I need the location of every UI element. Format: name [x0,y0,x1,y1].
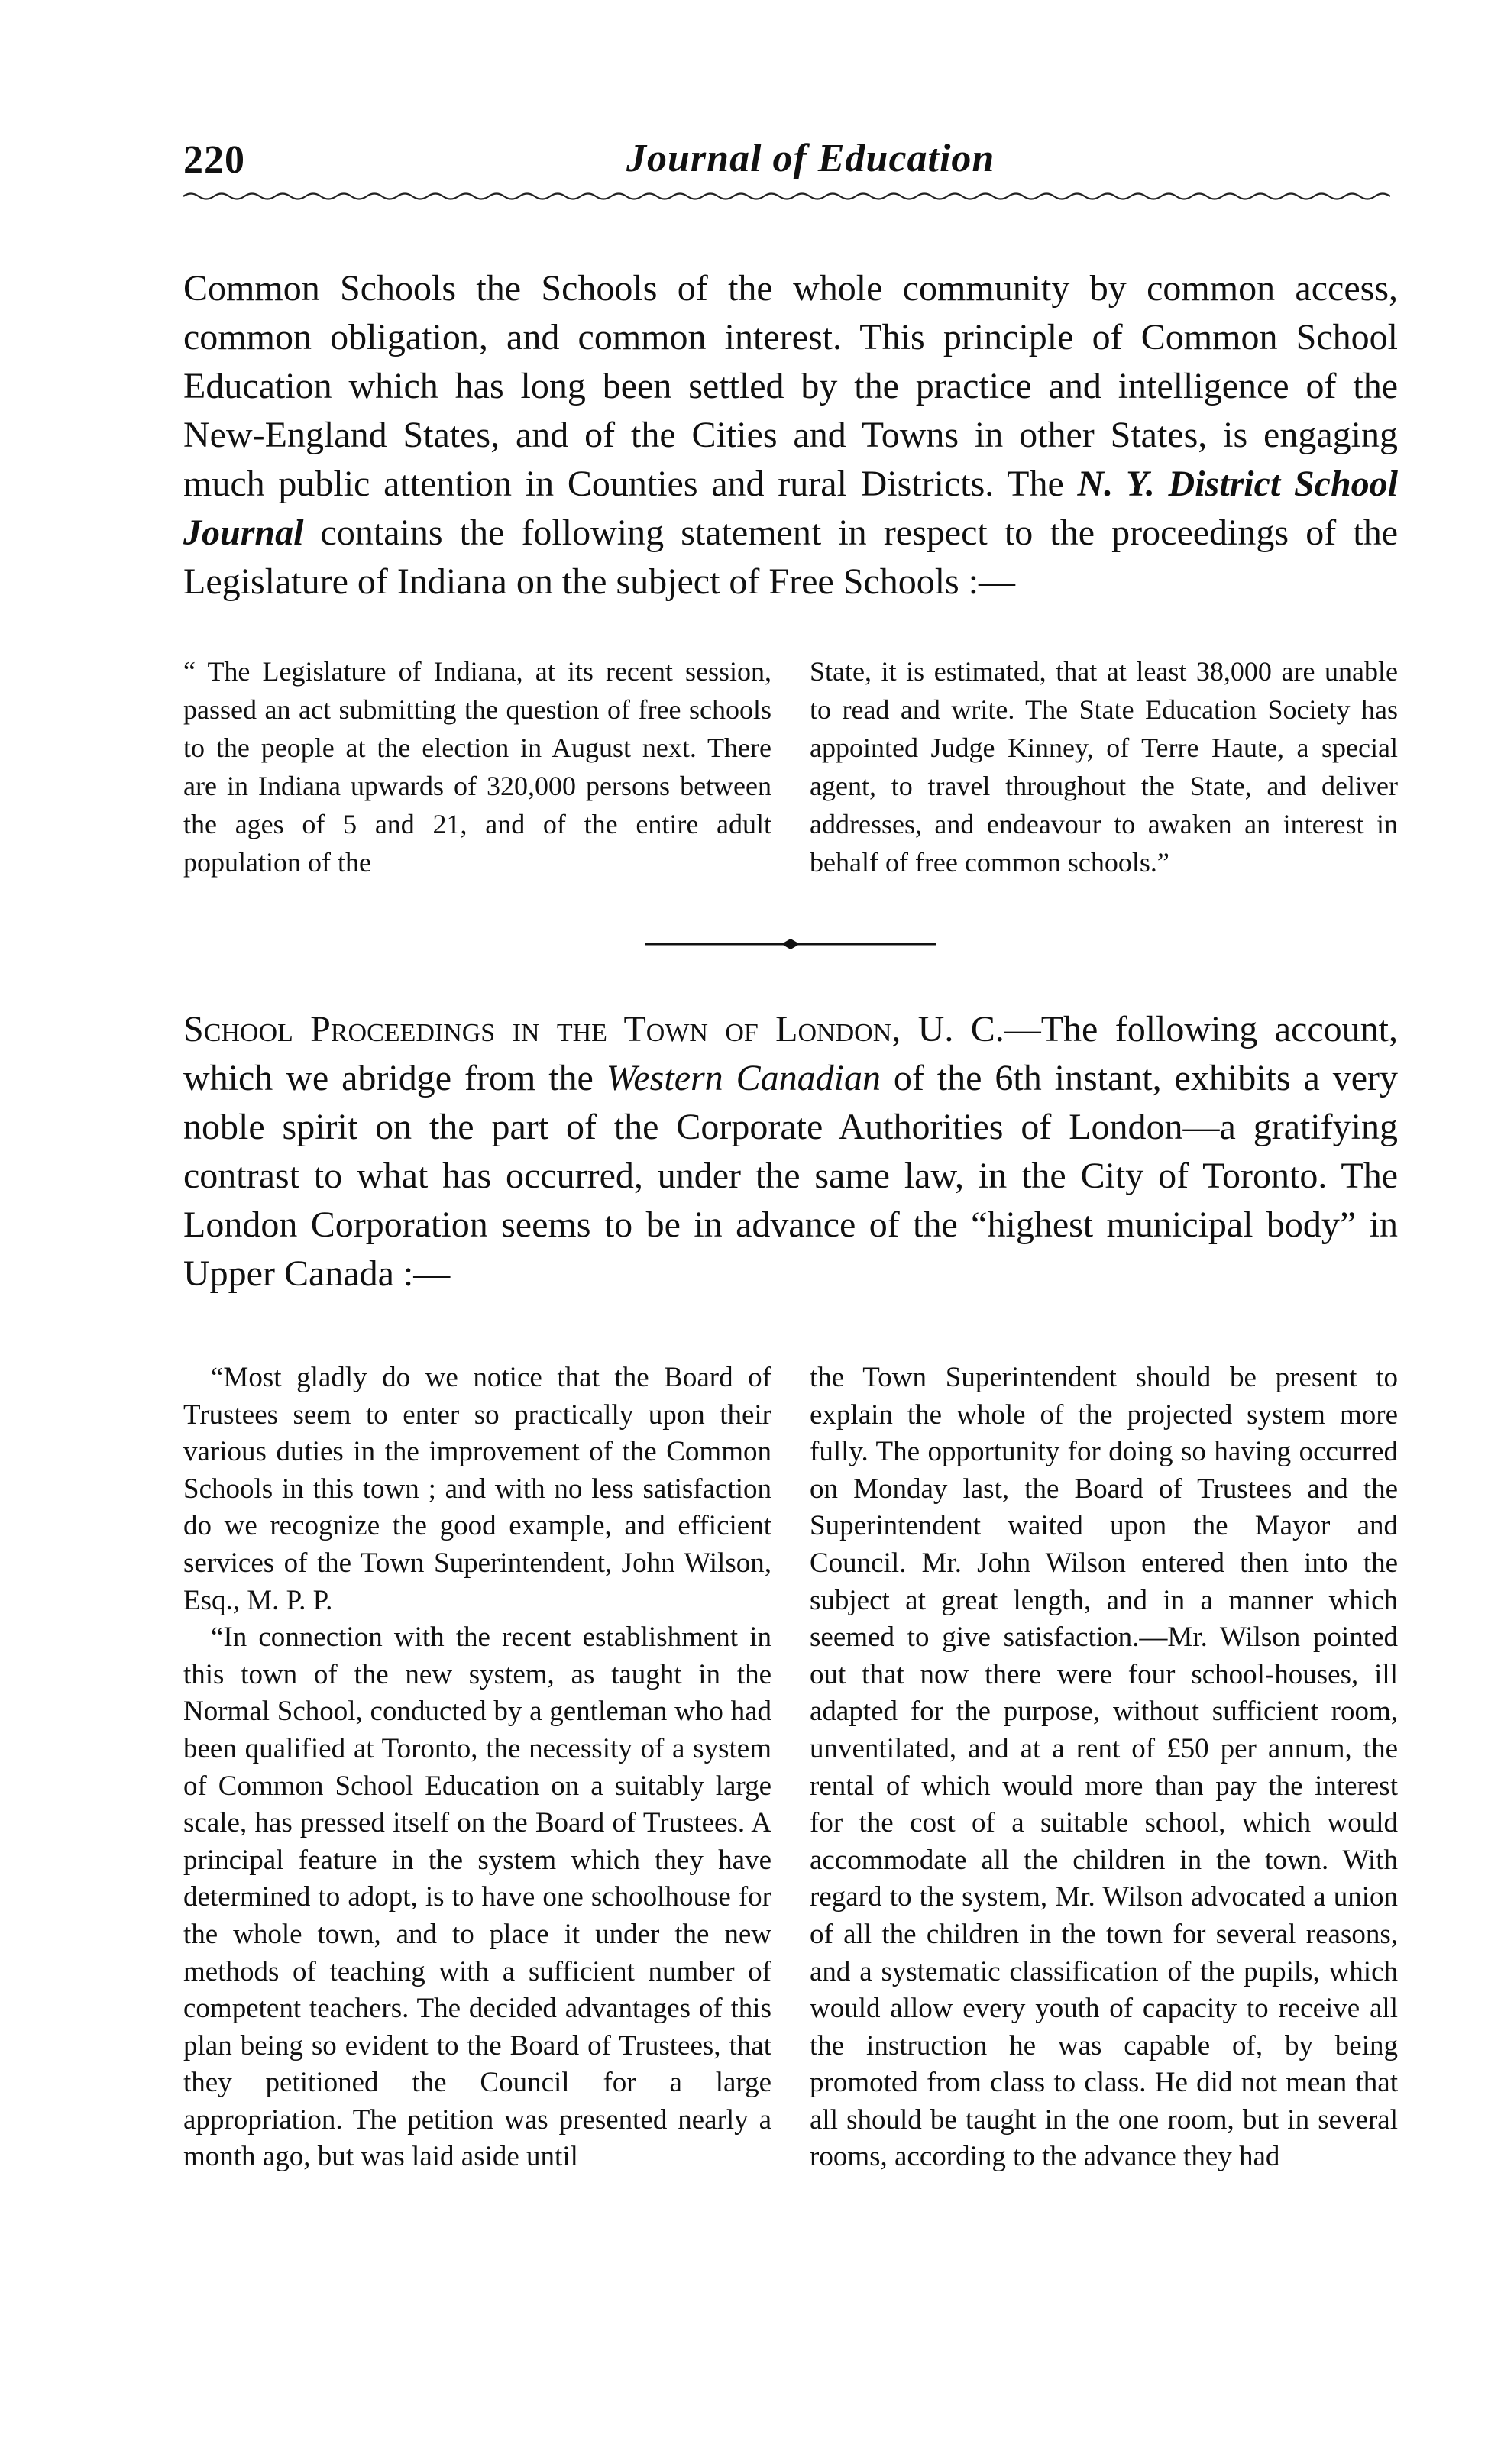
intro-publication: N. Y. District School Journal [183,464,1398,553]
london-paragraph [183,1005,1398,1298]
london-publication: Western Canadian [606,1058,881,1098]
journal-page [183,107,1398,2176]
indiana-quote-right: State, it is estimated, that at least 38,000 are unable to read and write. The State Education Society has appointed Judge Kinney, of Terre Haute, a special agent, to travel throughout the State, and deliver addresses, and endeavour to awaken an interest in behalf of free common schools.” [810,656,1398,878]
page-number: 220 [183,138,245,182]
running-title: Journal of Education [626,137,995,180]
article-paragraph: “Most gladly do we notice that the Board of Trustees seem to enter so practically upon their various duties in the improvement of the Common Schools in this town ; and with no less satisfaction do we recognize the good example, and efficient services of the Town Superintendent, John Wilson, Esq., M. P. P. [183,1362,771,1616]
intro-text-after: contains the following statement in respect to the proceedings of the Legislature of Indiana on the subject of Free Schools :— [183,513,1398,602]
article-paragraph: “In connection with the recent establishment in this town of the new system, as taught in the Normal School, conducted by a gentleman who had been qualified at Toronto, the necessity of a system of Common School Education on a suitably large scale, has pressed itself on the Board of Trustees. A principal feature in the system which they have determined to adopt, is to have one schoolhouse for the whole town, and to place it under the new methods of teaching with a sufficient number of competent teachers. The decided advantages of this plan being so evident to the Board of Trustees, that they petitioned the Council for a large appropriation. The petition was presented nearly a month ago, but was laid aside until [183,1622,771,2173]
london-text-before: —The following account, which we abridge from the [183,1009,1399,1098]
header-wavy-rule [183,191,1390,202]
intro-text: Common Schools the Schools of the whole community by common access, common obligation, and common interest. This principle of Common School Education which has long been settled by the practice and intelligence of the New-England States, and of the Cities and Towns in other States, is engaging much public attention in Counties and rural Districts. The [183,268,1398,504]
london-heading: School Proceedings in the Town of London, U. C. [183,1009,1004,1049]
article-right-column [810,1360,1398,2176]
article-left-column [183,1360,771,2176]
page-header [183,107,1398,191]
section-divider-ornament [645,929,936,959]
london-text-after: of the 6th instant, exhibits a very noble spirit on the part of the Corporate Authorities of London—a gratifying contrast to what has occurred, under the same law, in the City of Toronto. The London Corporation seems to be in advance of the “highest municipal body” in Upper Canada :— [183,1058,1399,1294]
london-article [183,1360,1398,2176]
intro-paragraph [183,264,1398,606]
article-paragraph: the Town Superintendent should be present to explain the whole of the projected system more fully. The opportunity for doing so having occurred on Monday last, the Board of Trustees and the Superintendent waited upon the Mayor and Council. Mr. John Wilson entered then into the subject at great length, and in a manner which seemed to give satisfaction.—Mr. Wilson pointed out that now there were four school-houses, ill adapted for the purpose, without sufficient room, unventilated, and at a rent of £50 per annum, the rental of which would more than pay the interest for the cost of a suitable school, which would accommodate all the children in the town. With regard to the system, Mr. Wilson advocated a union of all the children in the town for several reasons, and a systematic classification of the pupils, which would allow every youth of capacity to receive all the instruction he was capable of, by being promoted from class to class. He did not mean that all should be taught in the one room, but in several rooms, according to the advance they had [810,1362,1398,2173]
indiana-quote [183,652,1398,881]
indiana-quote-left: “ The Legislature of Indiana, at its recent session, passed an act submitting the question of free schools to the people at the election in August next. There are in Indiana upwards of 320,000 persons between the ages of 5 and 21, and of the entire adult population of the [183,656,771,878]
